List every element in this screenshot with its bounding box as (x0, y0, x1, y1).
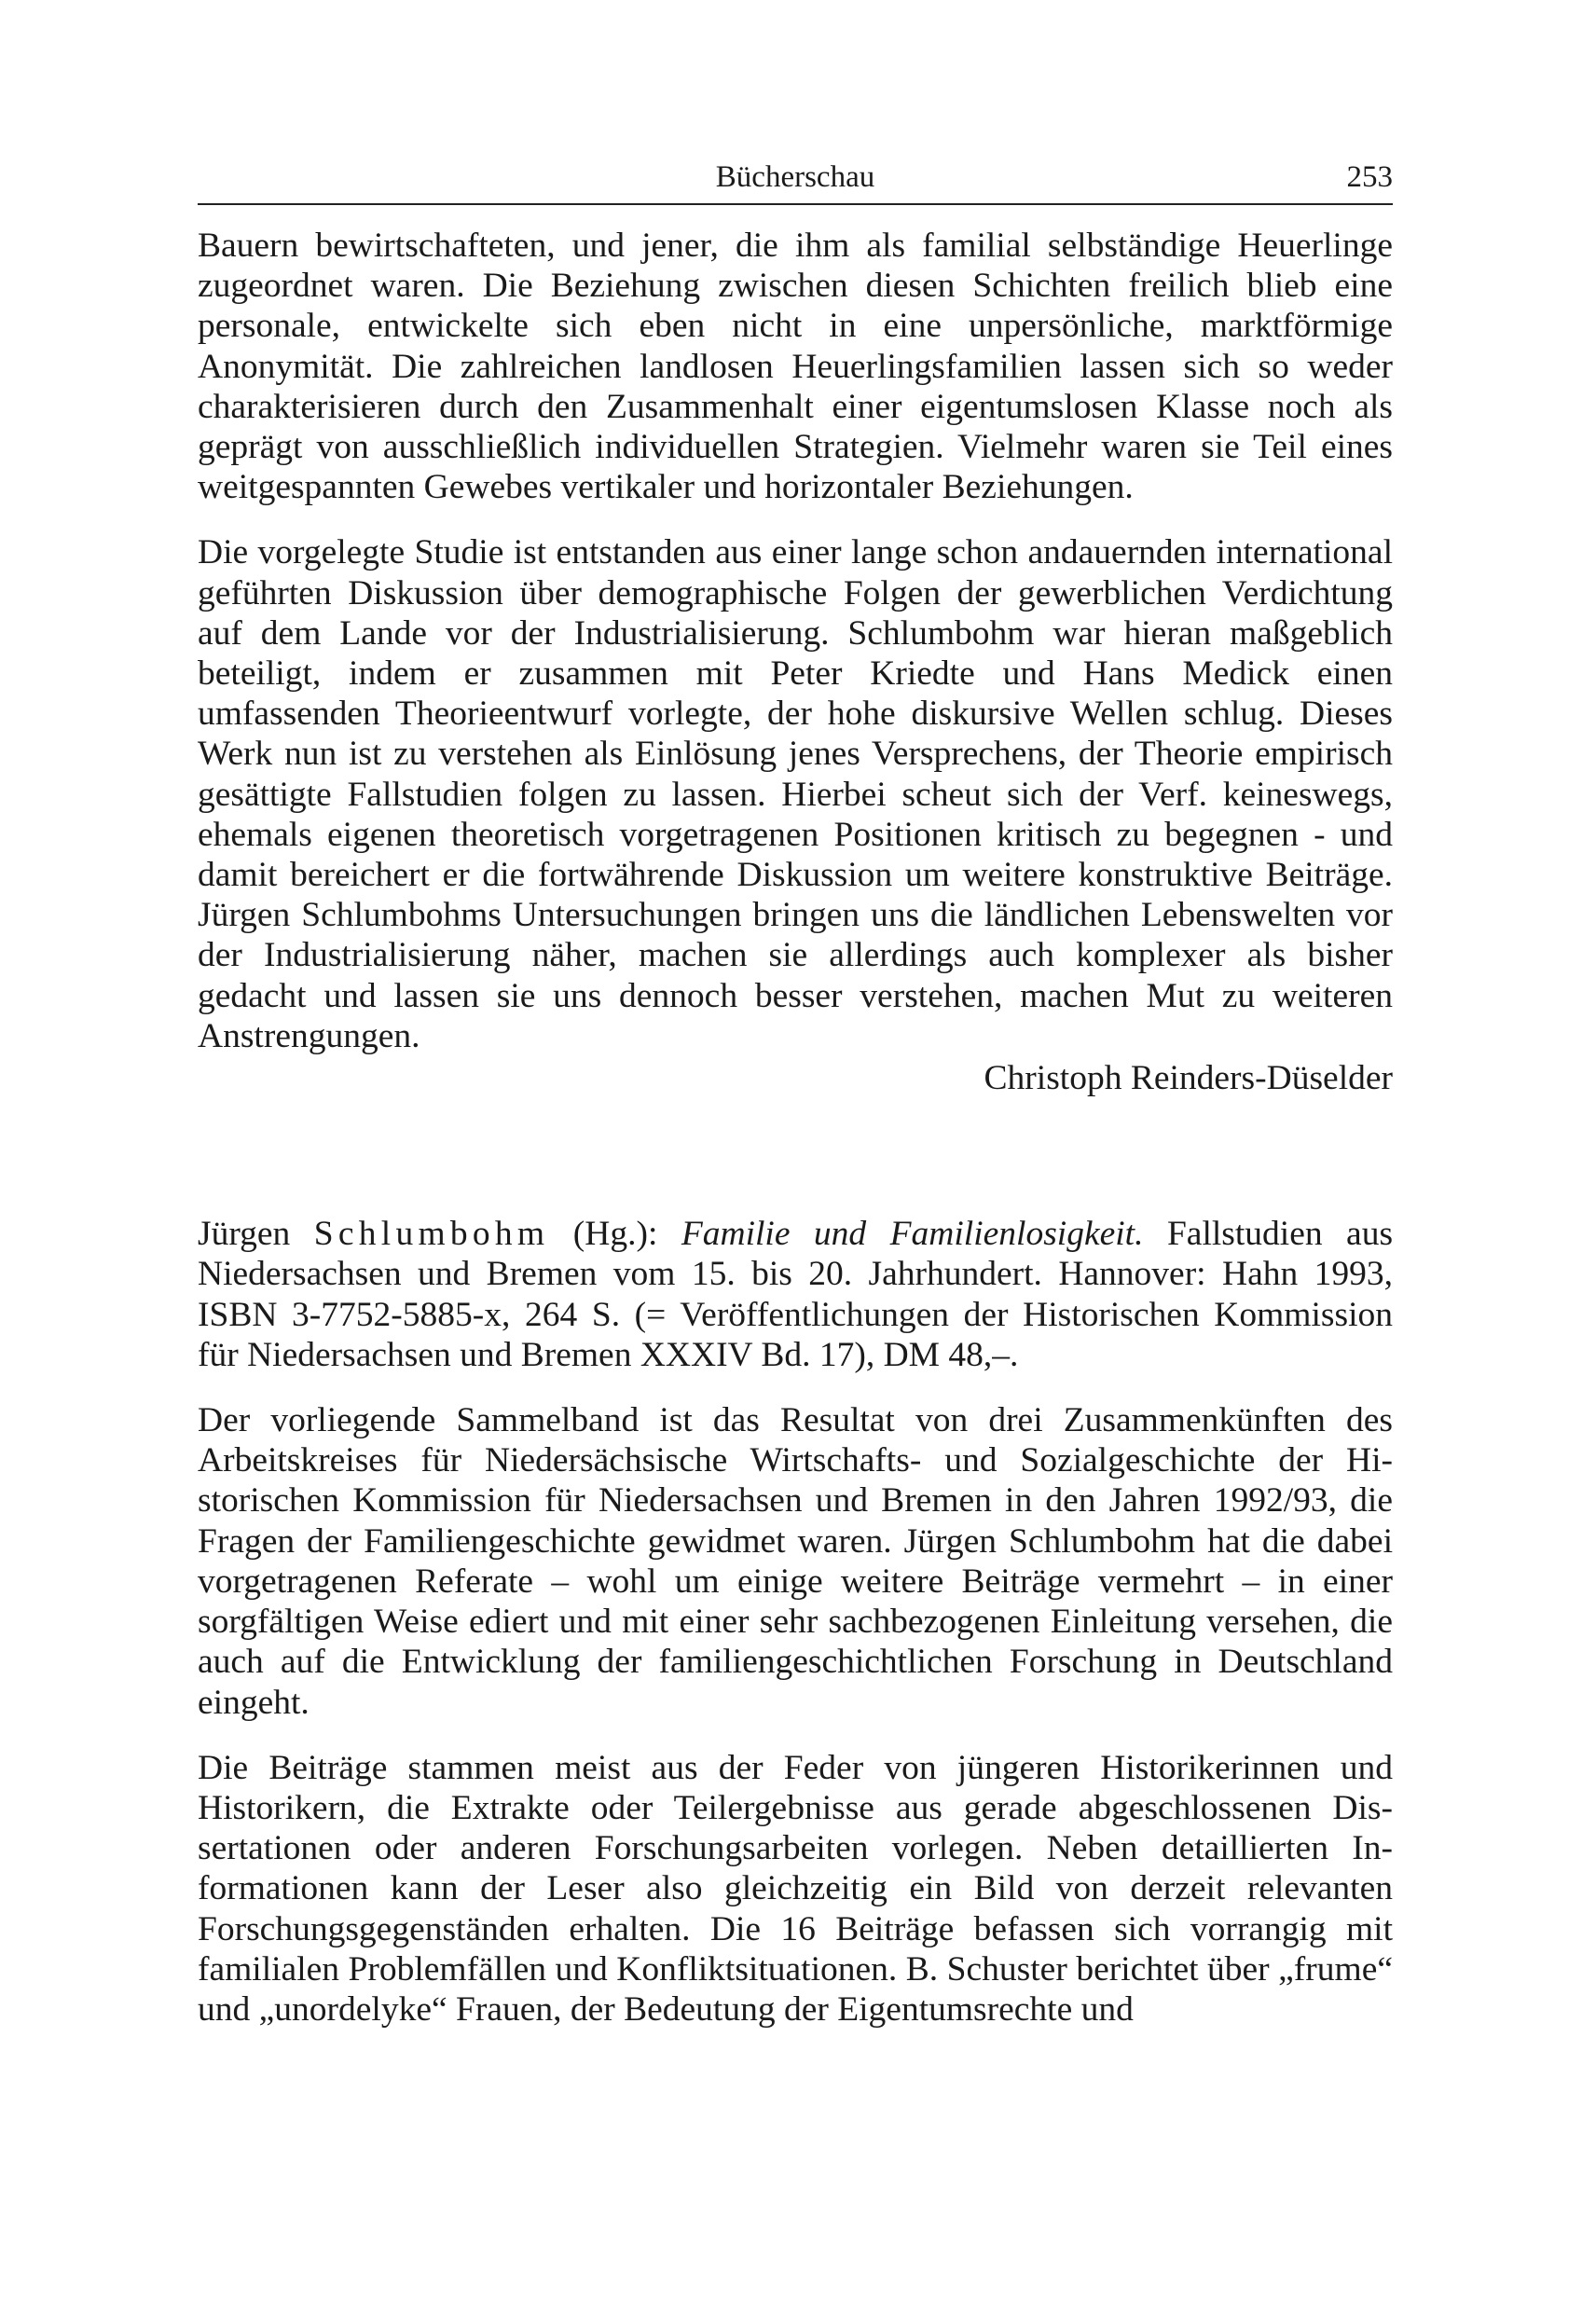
running-title: Bücherschau (715, 160, 875, 194)
reviewer-signature: Christoph Reinders-Düselder (984, 1059, 1393, 1098)
citation-details: Fallstudien aus Niedersachsen und Bremen vom 15. bis 20. Jahrhundert. Hannover: Hahn 1993, ISBN 3-7752-5885-x, 264 S. (= Veröffentlichungen der Historischen Kommission für Niedersachsen und Bremen XXXIV Bd. 17), DM 48,–. (198, 1215, 1394, 1374)
review1-paragraph-2: Die vorgelegte Studie ist entstanden aus einer lange schon andauernden international geführten Diskussion über demographische Folgen der gewerblichen Verdichtung auf dem Lande vor der Industrialisierung. Schlumbohm war hieran maßgeblich beteiligt, indem er zusammen mit Peter Kriedte und Hans Medick einen umfassenden Theorieentwurf vorlegte, der hohe diskursive Wellen schlug. Dieses Werk nun ist zu verstehen als Einlösung jenes Versprechens, der Theorie empirisch gesättigte Fallstudien folgen zu lassen. Hierbei scheut sich der Verf. keineswegs, ehemals eigenen theoretisch vorgetragenen Positionen kritisch zu begegnen - und damit bereichert er die fortwährende Diskussion um weitere konstruktive Beiträge. Jürgen Schlumbohms Untersuchungen bringen uns die ländlichen Lebenswelten vor der Industrialisierung näher, machen sie allerdings auch komplexer als bisher gedacht und lassen sie uns dennoch besser verstehen, machen Mut zu weiteren Anstrengungen. (198, 533, 1393, 1055)
review2-paragraph-1: Der vorliegende Sammelband ist das Resultat von drei Zusammenkünften des Arbeitskreises für Niedersächsische Wirtschafts- und Sozialgeschichte der Historischen Kommission für Niedersachsen und Bremen in den Jahren 1992/93, die Fragen der Familiengeschichte gewidmet waren. Jürgen Schlumbohm hat die dabei vorgetragenen Referate – wohl um einige weitere Beiträge vermehrt – in einer sorgfältigen Weise ediert und mit einer sehr sachbezogenen Einleitung versehen, die auch auf die Entwicklung der familiengeschichtlichen Forschung in Deutschland eingeht. (198, 1401, 1393, 1722)
review2-citation (198, 1214, 1393, 1375)
citation-book-title: Familie und Familienlosigkeit. (681, 1215, 1144, 1254)
citation-author-last: Schlumbohm (313, 1215, 550, 1254)
review2-paragraph-2: Die Beiträge stammen meist aus der Feder von jüngeren Historikerinnen und Historikern, die Extrakte oder Teilergebnisse aus gerade abgeschlossenen Dissertationen oder anderen Forschungsarbeiten vorlegen. Neben detaillierten Informationen kann der Leser also gleichzeitig ein Bild von derzeit relevanten Forschungsgegenständen erhalten. Die 16 Beiträge befassen sich vorrangig mit familialen Problemfällen und Konfliktsituationen. B. Schuster berichtet über „frume“ und „unordelyke“ Frauen, der Bedeutung der Eigentumsrechte und (198, 1748, 1393, 2029)
document-page (198, 158, 1393, 2030)
page-body (198, 226, 1393, 2030)
page-number: 253 (1346, 160, 1393, 194)
review1-paragraph-1: Bauern bewirtschafteten, und jener, die ihm als familial selbständige Heuerlinge zugeordnet waren. Die Beziehung zwischen diesen Schichten freilich blieb eine personale, entwickelte sich eben nicht in eine unpersönliche, marktförmige Anonymität. Die zahlreichen landlosen Heuerlingsfamilien lassen sich so weder charakterisieren durch den Zusammenhalt einer eigentumslosen Klasse noch als geprägt von ausschließlich individuellen Strategien. Vielmehr waren sie Teil eines weitgespannten Gewebes vertikaler und horizontaler Beziehungen. (198, 227, 1393, 507)
running-header (198, 158, 1393, 205)
citation-editor-mark: (Hg.): (572, 1215, 658, 1254)
citation-author-first: Jürgen (198, 1215, 291, 1254)
